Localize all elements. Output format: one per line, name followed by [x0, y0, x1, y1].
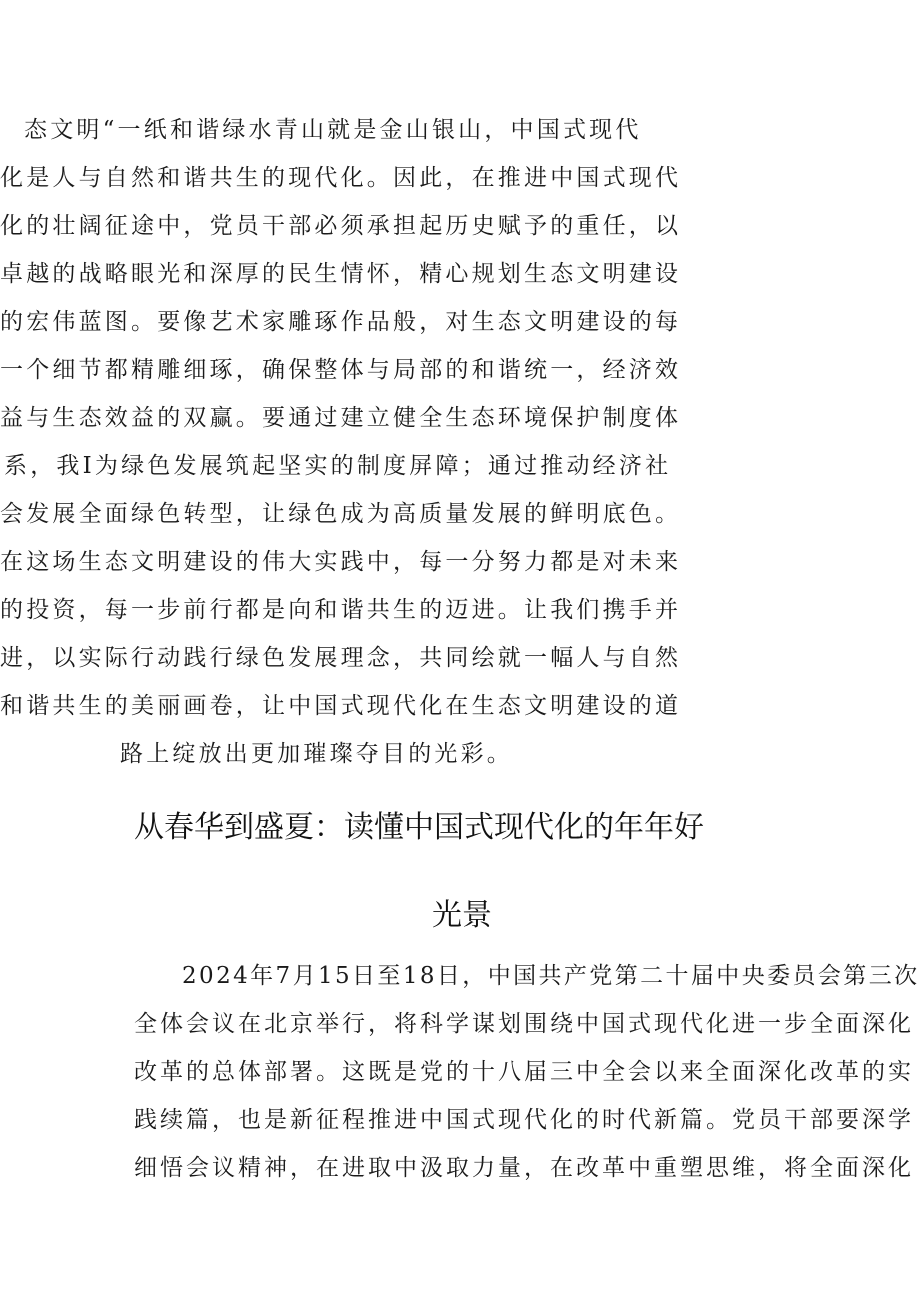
- paragraph-line: 一个细节都精雕细琢，确保整体与局部的和谐统一，经济效: [0, 357, 682, 383]
- paragraph-line: 进，以实际行动践行绿色发展理念，共同绘就一幅人与自然: [0, 645, 682, 671]
- paragraph-line: 践续篇，也是新征程推进中国式现代化的时代新篇。党员干部要深学: [134, 1107, 914, 1133]
- paragraph-line: 和谐共生的美丽画卷，让中国式现代化在生态文明建设的道: [0, 693, 682, 719]
- paragraph-line: 益与生态效益的双赢。要通过建立健全生态环境保护制度体: [0, 405, 682, 431]
- paragraph-line: 的宏伟蓝图。要像艺术家雕琢作品般，对生态文明建设的每: [0, 309, 682, 335]
- paragraph-line: 细悟会议精神，在进取中汲取力量，在改革中重塑思维，将全面深化: [134, 1155, 914, 1181]
- paragraph-line: 化的壮阔征途中，党员干部必须承担起历史赋予的重任，以: [0, 213, 682, 239]
- paragraph-line: 2024年7月15日至18日，中国共产党第二十届中央委员会第三次: [182, 963, 920, 989]
- section-title: 从春华到盛夏：读懂中国式现代化的年年好: [134, 810, 704, 845]
- paragraph-line: 的投资，每一步前行都是向和谐共生的迈进。让我们携手并: [0, 597, 682, 623]
- paragraph-line: 化是人与自然和谐共生的现代化。因此，在推进中国式现代: [0, 165, 682, 191]
- paragraph-line: 在这场生态文明建设的伟大实践中，每一分努力都是对未来: [0, 549, 682, 575]
- paragraph-line: 系，我I为绿色发展筑起坚实的制度屏障；通过推动经济社: [4, 453, 672, 479]
- paragraph-line: 态文明“一纸和谐绿水青山就是金山银山，中国式现代: [24, 117, 642, 143]
- paragraph-line: 全体会议在北京举行，将科学谋划围绕中国式现代化进一步全面深化: [134, 1011, 914, 1037]
- paragraph-line: 会发展全面绿色转型，让绿色成为高质量发展的鲜明底色。: [0, 501, 682, 527]
- paragraph-line: 改革的总体部署。这既是党的十八届三中全会以来全面深化改革的实: [134, 1059, 914, 1085]
- paragraph-line: 卓越的战略眼光和深厚的民生情怀，精心规划生态文明建设: [0, 261, 682, 287]
- paragraph-line: 路上绽放出更加璀璨夺目的光彩。: [120, 741, 513, 767]
- section-title-continued: 光景: [432, 898, 492, 933]
